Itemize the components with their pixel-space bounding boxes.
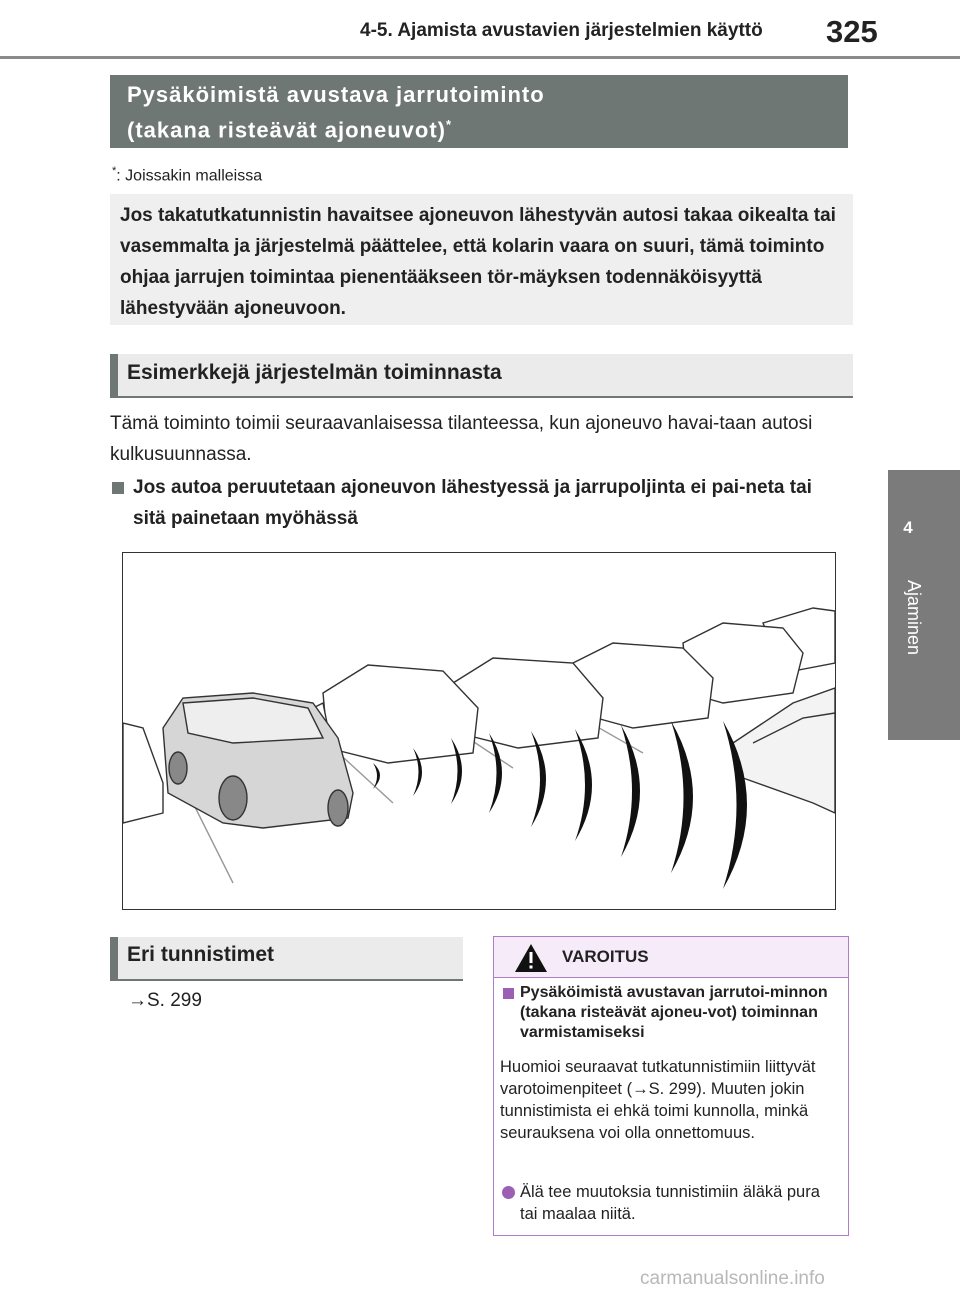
examples-body: Tämä toiminto toimii seuraavanlaisessa tilanteessa, kun ajoneuvo havai-taan autosi kulkusuunnassa. bbox=[110, 413, 813, 465]
warning-subheading: Pysäköimistä avustavan jarrutoi-minnon (takana risteävät ajoneu-vot) toiminnan varmistamiseksi bbox=[520, 984, 828, 1041]
warning-list-item: Älä tee muutoksia tunnistimiin äläkä pura tai maalaa niitä. bbox=[520, 1183, 820, 1223]
watermark: carmanualsonline.info bbox=[640, 1268, 825, 1289]
square-bullet-icon bbox=[503, 988, 514, 999]
footnote: *: Joissakin malleissa bbox=[112, 165, 263, 185]
section-title bbox=[127, 80, 827, 145]
section-heading-examples: Esimerkkejä järjestelmän toiminnasta bbox=[127, 361, 502, 384]
warning-label: VAROITUS bbox=[562, 947, 649, 966]
examples-subheading: Jos autoa peruutetaan ajoneuvon lähestyessä ja jarrupoljinta ei pai-neta tai sitä painetaan myöhässä bbox=[133, 477, 812, 529]
chapter-number: 4 bbox=[903, 518, 913, 537]
section-heading-sensors: Eri tunnistimet bbox=[127, 943, 275, 966]
square-bullet-icon bbox=[112, 482, 124, 494]
chapter-name: Ajaminen bbox=[904, 580, 924, 656]
page-number: 325 bbox=[826, 14, 878, 49]
intro-text: Jos takatutkatunnistin havaitsee ajoneuvon lähestyvän autosi takaa oikealta tai vasemmalta ja järjestelmä päättelee, että kolarin vaara on suuri, tämä toiminto ohjaa jarrujen toimintaa pienentääkseen tör-mäyksen todennäköisyyttä lähestyvään ajoneuvoon. bbox=[120, 205, 836, 319]
running-header: 4-5. Ajamista avustavien järjestelmien käyttö bbox=[360, 20, 763, 41]
section-title-line2: (takana risteävät ajoneuvot)* bbox=[127, 117, 453, 143]
rear-cross-traffic-diagram bbox=[123, 553, 835, 909]
footnote-marker: * bbox=[112, 165, 117, 177]
warning-body: Huomioi seuraavat tutkatunnistimiin liittyvät varotoimenpiteet (→S. 299). Muuten jokin tunnistimista ei ehkä toimi kunnolla, minkä seurauksena voi olla onnettomuus. bbox=[500, 1058, 816, 1142]
warning-triangle-icon bbox=[514, 943, 548, 978]
section-accent-bar bbox=[110, 937, 118, 979]
title-footnote-marker: * bbox=[445, 117, 453, 132]
section-accent-bar bbox=[110, 354, 118, 396]
section-title-line1: Pysäköimistä avustava jarrutoiminto bbox=[127, 82, 545, 107]
round-bullet-icon bbox=[502, 1186, 515, 1199]
header-rule bbox=[0, 56, 960, 59]
parking-illustration bbox=[122, 552, 836, 910]
page-reference-link[interactable]: →S. 299 bbox=[128, 990, 202, 1011]
